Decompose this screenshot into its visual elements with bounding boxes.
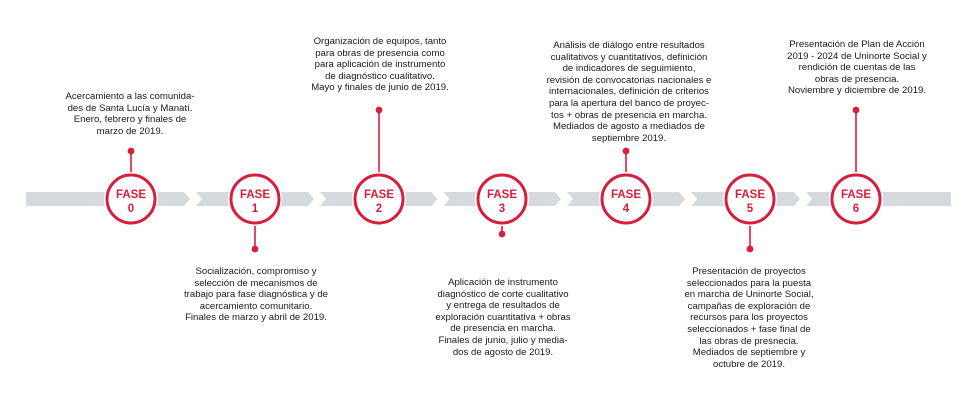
- connector-dot: [376, 107, 383, 114]
- phase-6-marker: [829, 107, 883, 226]
- phase-1-description: Socialización, compromiso y selección de mecanismos de trabajo para fase diagnóstica y de acercamiento comunitario. Finales de marzo y abril de 2019.: [184, 266, 328, 324]
- phase-markers: [104, 107, 883, 253]
- phase-label: FASE: [239, 189, 271, 201]
- phase-label: FASE: [610, 189, 642, 201]
- connector-dot: [499, 231, 506, 238]
- phase-label: FASE: [840, 189, 872, 201]
- connector-dot: [623, 148, 630, 155]
- connector-dot: [252, 246, 259, 253]
- phase-4-description: Análisis de diálogo entre resultados cualitativos y cuantitativos, definición de indicadores de seguimiento, revisión de convocatorias nacionales e internacionales, definición de criterios para la apertura del banco de proyec- tos + obras de presencia en marcha. Mediados de agosto a mediados de septiembre 2019.: [546, 40, 712, 144]
- phase-number: 2: [375, 203, 383, 215]
- phase-number: 6: [852, 203, 860, 215]
- phase-0-marker: [104, 148, 158, 226]
- phase-3-description: Aplicación de instrumento diagnóstico de corte cualitativo y entrega de resultados de exploración cuantitativa + obras de presencia en marcha. Finales de junio, julio y media- dos de agosto de 2019.: [435, 277, 571, 358]
- phase-5-marker: [723, 172, 777, 252]
- phase-3-marker: [475, 172, 529, 237]
- phase-number: 5: [746, 203, 754, 215]
- phase-0-description: Acercamiento a las comunida- des de Santa Lucía y Manatí. Enero, febrero y finales de marzo de 2019.: [65, 91, 195, 137]
- phase-number: 4: [622, 203, 630, 215]
- connector-dot: [128, 148, 135, 155]
- phase-4-marker: [599, 148, 653, 226]
- phase-5-description: Presentación de proyectos seleccionados para la puesta en marcha de Uninorte Social, campañas de exploración de recursos para los proyectos seleccionados + fase final de las obras de presnecia. Mediados de septiembre y octubre de 2019.: [684, 266, 814, 370]
- phase-number: 3: [498, 203, 506, 215]
- phase-label: FASE: [734, 189, 766, 201]
- phase-1-marker: [228, 172, 282, 252]
- phase-label: FASE: [363, 189, 395, 201]
- connector-dot: [853, 107, 860, 114]
- phase-label: FASE: [486, 189, 518, 201]
- phase-2-marker: [352, 107, 406, 226]
- phase-2-description: Organización de equipos, tanto para obras de presencia como para aplicación de instrumento de diagnóstico cualitativo. Mayo y finales de junio de 2019.: [311, 36, 449, 94]
- connector-dot: [747, 246, 754, 253]
- phase-6-description: Presentación de Plan de Acción 2019 - 2024 de Uninorte Social y rendición de cuentas de las obras de presencia. Noviembre y diciembre de 2019.: [787, 39, 927, 97]
- phase-number: 1: [251, 203, 259, 215]
- phase-label: FASE: [115, 189, 147, 201]
- phase-number: 0: [127, 203, 135, 215]
